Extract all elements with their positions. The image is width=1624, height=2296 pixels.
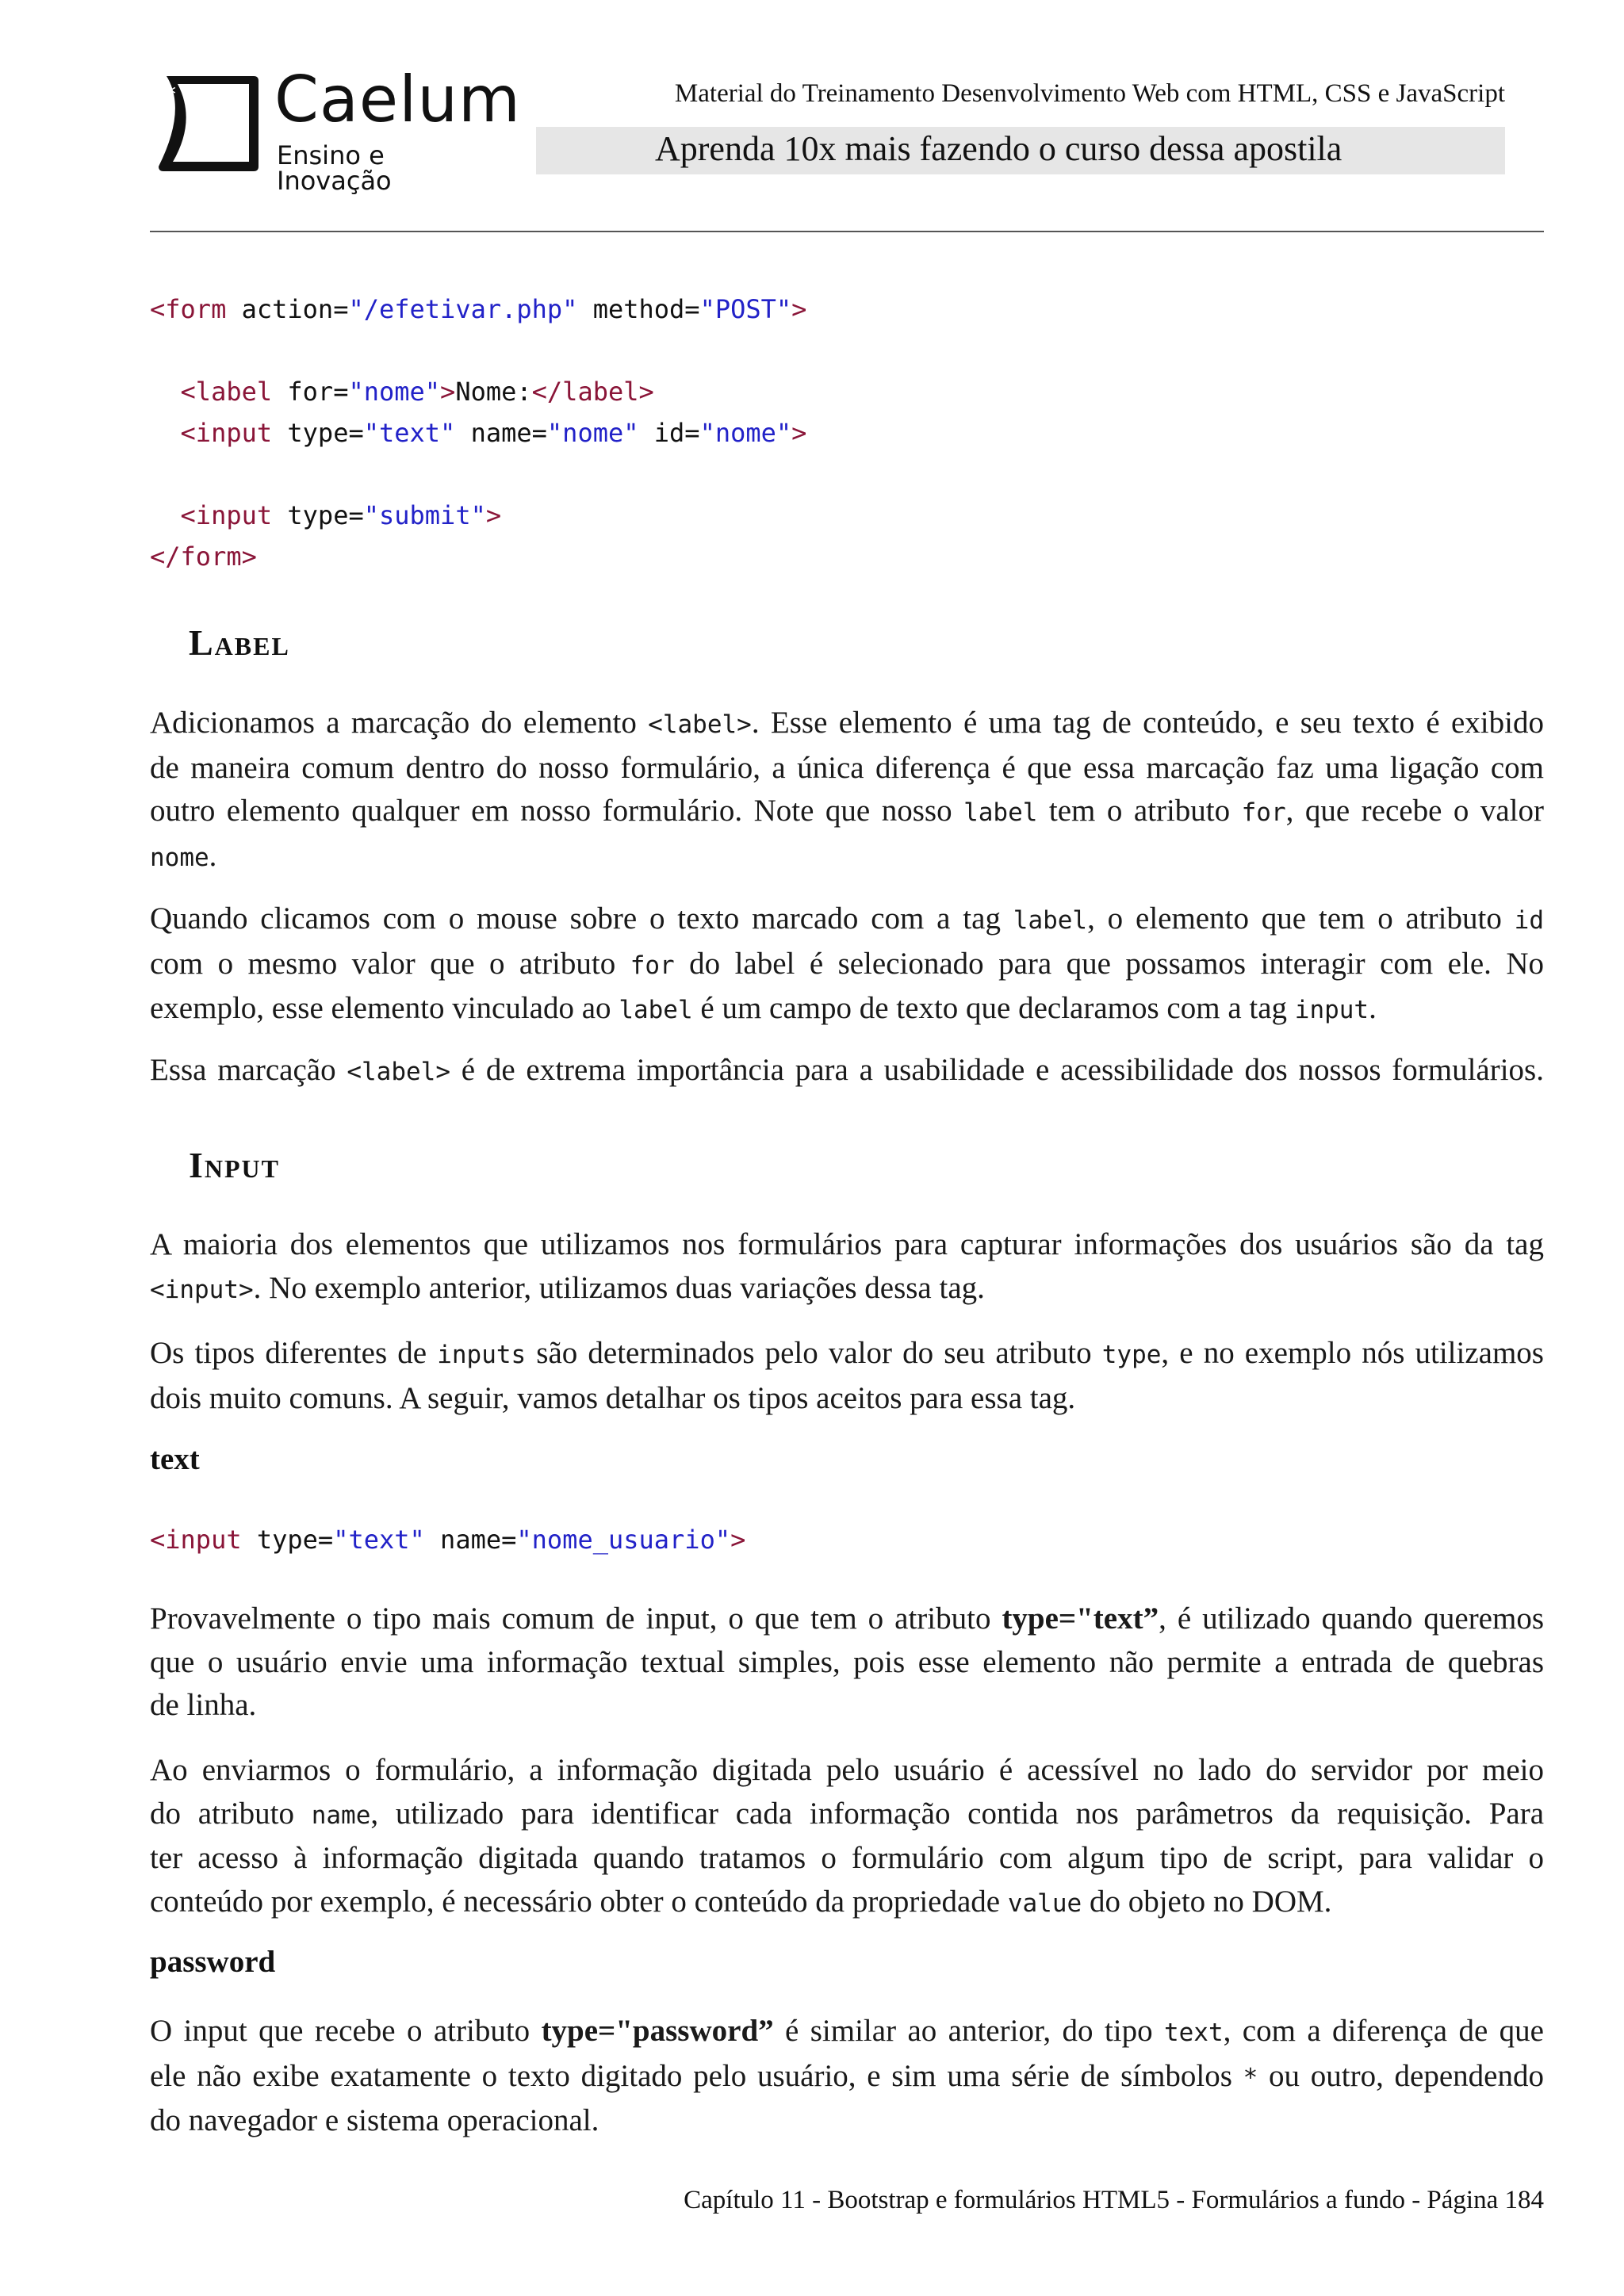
subheading-password: password bbox=[150, 1945, 276, 1979]
paragraph-text-type: Provavelmente o tipo mais comum de input, o que tem o atributo type="text”, é utilizado quando queremos que o usuário envie uma informação textual simples, pois esse elemento não permite a entrada de quebras de linha. bbox=[150, 1601, 1545, 1722]
page-footer: Capítulo 11 - Bootstrap e formulários HTML5 - Formulários a fundo - Página 184 bbox=[684, 2186, 1544, 2214]
paragraph-input-types: Os tipos diferentes de inputs são determinados pelo valor do seu atributo type, e no exemplo nós utilizamos dois muito comuns. A seguir, vamos detalhar os tipos aceitos para essa tag. bbox=[150, 1336, 1544, 1415]
header-divider bbox=[150, 231, 1544, 232]
code-block-text-input: <input type="text" name="nome_usuario"> bbox=[150, 1525, 746, 1555]
caelum-logo bbox=[155, 63, 521, 196]
logo-name: Caelum bbox=[274, 63, 521, 136]
code-line: </form> bbox=[150, 541, 257, 572]
paragraph-password-type: O input que recebe o atributo type="password” é similar ao anterior, do tipo text, com a diferença de que ele não exibe exatamente o texto digitado pelo usuário, e sim uma série de símbolos * ou outro, dependendo do navegador e sistema operacional. bbox=[150, 2014, 1544, 2137]
logo-tagline: Ensino e Inovação bbox=[277, 140, 392, 196]
subheading-text: text bbox=[150, 1442, 200, 1476]
paragraph-input-intro: A maioria dos elementos que utilizamos nos formulários para capturar informações dos usuários são da tag <input>. No exemplo anterior, utilizamos duas variações dessa tag. bbox=[150, 1227, 1544, 1305]
svg-text:*: * bbox=[165, 81, 176, 107]
header-material-title: Material do Treinamento Desenvolvimento Web com HTML, CSS e JavaScript bbox=[674, 79, 1505, 108]
paragraph-label-click: Quando clicamos com o mouse sobre o texto marcado com a tag label, o elemento que tem o atributo id com o mesmo valor que o atributo for do label é selecionado para que possamos interagir com ele. No exemplo, esse elemento vinculado ao label é um campo de texto que declaramos com a tag input. bbox=[150, 901, 1544, 1025]
paragraph-text-server: Ao enviarmos o formulário, a informação digitada pelo usuário é acessível no lado do servidor por meio do atributo name, utilizado para identificar cada informação contida nos parâmetros da requisição. Para ter acesso à informação digitada quando tratamos o formulário com algum tipo de script, para validar o conteúdo por exemplo, é necessário obter o conteúdo da propriedade value do objeto no DOM. bbox=[150, 1753, 1544, 1919]
code-block-form bbox=[150, 289, 806, 577]
paragraph-label-importance: Essa marcação <label> é de extrema importância para a usabilidade e acessibilidade dos nossos formulários. bbox=[150, 1053, 1544, 1087]
code-line: <input type="submit"> bbox=[150, 500, 502, 530]
section-heading-label: Label bbox=[189, 622, 290, 663]
code-line: <input type="text" name="nome" id="nome"> bbox=[150, 418, 807, 448]
code-line: <form action="/efetivar.php" method="POST"> bbox=[150, 294, 807, 324]
caelum-logo-mark-icon bbox=[155, 70, 262, 173]
section-heading-input: Input bbox=[189, 1145, 281, 1185]
paragraph-label-intro: Adicionamos a marcação do elemento <label>. Esse elemento é uma tag de conteúdo, e seu texto é exibido de maneira comum dentro do nosso formulário, a única diferença é que essa marcação faz uma ligação com outro elemento qualquer em nosso formulário. Note que nosso label tem o atributo for, que recebe o valor nome. bbox=[150, 706, 1544, 873]
header-cta-link[interactable]: Aprenda 10x mais fazendo o curso dessa apostila bbox=[655, 129, 1342, 168]
code-line: <label for="nome">Nome:</label> bbox=[150, 377, 654, 407]
